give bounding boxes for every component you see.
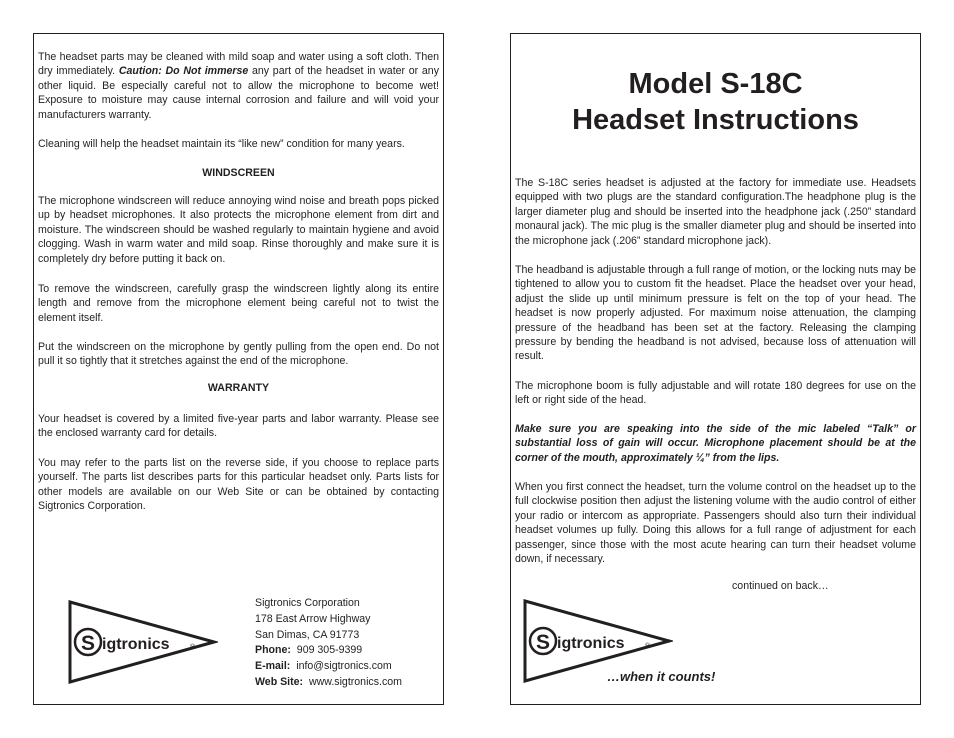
cleaning-text-continued: any part of the headset in water or any other liquid. Be especially careful not to allow the microphone to become wet! Exposure to moisture may cause internal corrosion and failure and will void your manufacturers warranty. [38,65,439,121]
contact-block [255,596,402,691]
document-title-line2: Headset Instructions [572,104,859,136]
document-title-line1: Model S-18C [628,68,803,100]
registered-mark: ® [645,643,651,650]
cleaning-paragraph [38,50,439,122]
email-line [255,659,402,675]
street-address: 178 East Arrow Highway [255,612,371,625]
boom-paragraph: The microphone boom is fully adjustable and will rotate 180 degrees for use on the left or right side of the head. [515,380,916,407]
website-label: Web Site: [255,675,304,688]
logo-wordmark: igtronics [102,636,170,653]
registered-mark: ® [190,644,196,651]
mic-placement-paragraph: Make sure you are speaking into the side of the mic labeled “Talk” or substantial loss of gain will occur. Microphone placement should be at the corner of the mouth, approximately ¼” from the lips. [515,423,916,464]
windscreen-remove-paragraph: To remove the windscreen, carefully grasp the windscreen lightly along its entire length and remove from the microphone element being careful not to twist the element itself. [38,283,439,324]
city-address: San Dimas, CA 91773 [255,628,360,641]
tagline: …when it counts! [607,669,716,684]
pennant-icon [68,600,218,684]
sigtronics-logo [68,600,218,684]
windscreen-heading: WINDSCREEN [202,167,275,179]
company-name: Sigtronics Corporation [255,597,360,609]
phone-label: Phone: [255,644,291,657]
logo-wordmark: igtronics [557,635,625,652]
right-panel [510,33,921,705]
parts-list-paragraph: You may refer to the parts list on the reverse side, if you choose to replace parts yourself. The parts list describes parts for this particular headset only. Parts lists for other models are available on our Web Site or can be obtained by contacting Sigtronics Corporation. [38,457,439,513]
email-label: E-mail: [255,660,291,673]
windscreen-install-paragraph: Put the windscreen on the microphone by gently pulling from the open end. Do not pull it so tightly that it stretches against the end of the microphone. [38,341,439,368]
phone-value: 909 305-9399 [296,644,363,657]
left-panel [33,33,444,705]
intro-paragraph: The S-18C series headset is adjusted at the factory for immediate use. Headsets equipped with two plugs are the standard configuration.The headphone plug is the larger diameter plug and should be inserted into the headphone jack (.250” standard monaural jack). The mic plug is the smaller diameter plug and should be inserted into the microphone jack (.206” standard microphone jack). [515,177,916,247]
logo-initial: S [80,632,96,655]
volume-paragraph: When you first connect the headset, turn the volume control on the headset up to the full clockwise position then adjust the listening volume with the audio control of either your radio or intercom as appropriate. Passengers should also turn their individual headset volumes up fully. Doing this allows for a full range of adjustment for each passenger, since those with the most acute hearing can turn their headset volume down, if necessary. [515,481,916,566]
warranty-heading: WARRANTY [207,382,270,394]
caution-text: Caution: Do Not immerse [118,65,249,78]
logo-initial: S [535,631,551,654]
website-line [255,675,402,691]
cleaning-note: Cleaning will help the headset maintain its “like new” condition for many years. [38,138,405,150]
windscreen-paragraph: The microphone windscreen will reduce annoying wind noise and breath pops picked up by headset microphones. It also protects the microphone element from dirt and moisture. The windscreen should be washed regularly to maintain hygiene and avoid clogging. Wash in warm water and mild soap. Rinse thoroughly and make sure it is completely dry before putting it back on. [38,195,439,265]
phone-line [255,643,402,659]
headband-paragraph: The headband is adjustable through a full range of motion, or the locking nuts may be tightened to allow you to custom fit the headset. Place the headset over your head, adjust the slide up until minimum pressure is felt on the top of your head. The headset is now properly adjusted. For maximum noise attenuation, the clamping pressure of the headband has been set at the factory. Releasing the clamping pressure by bending the headband is not advised, because loss of attenuation will result. [515,264,916,363]
website-link[interactable]: www.sigtronics.com [308,675,402,688]
cleaning-text: The headset parts may be cleaned with mild soap and water using a soft cloth. Then dry immediately. [38,51,439,78]
warranty-paragraph: Your headset is covered by a limited five-year parts and labor warranty. Please see the enclosed warranty card for details. [38,413,439,440]
continued-note: continued on back… [732,580,829,592]
email-link[interactable]: info@sigtronics.com [296,660,392,673]
